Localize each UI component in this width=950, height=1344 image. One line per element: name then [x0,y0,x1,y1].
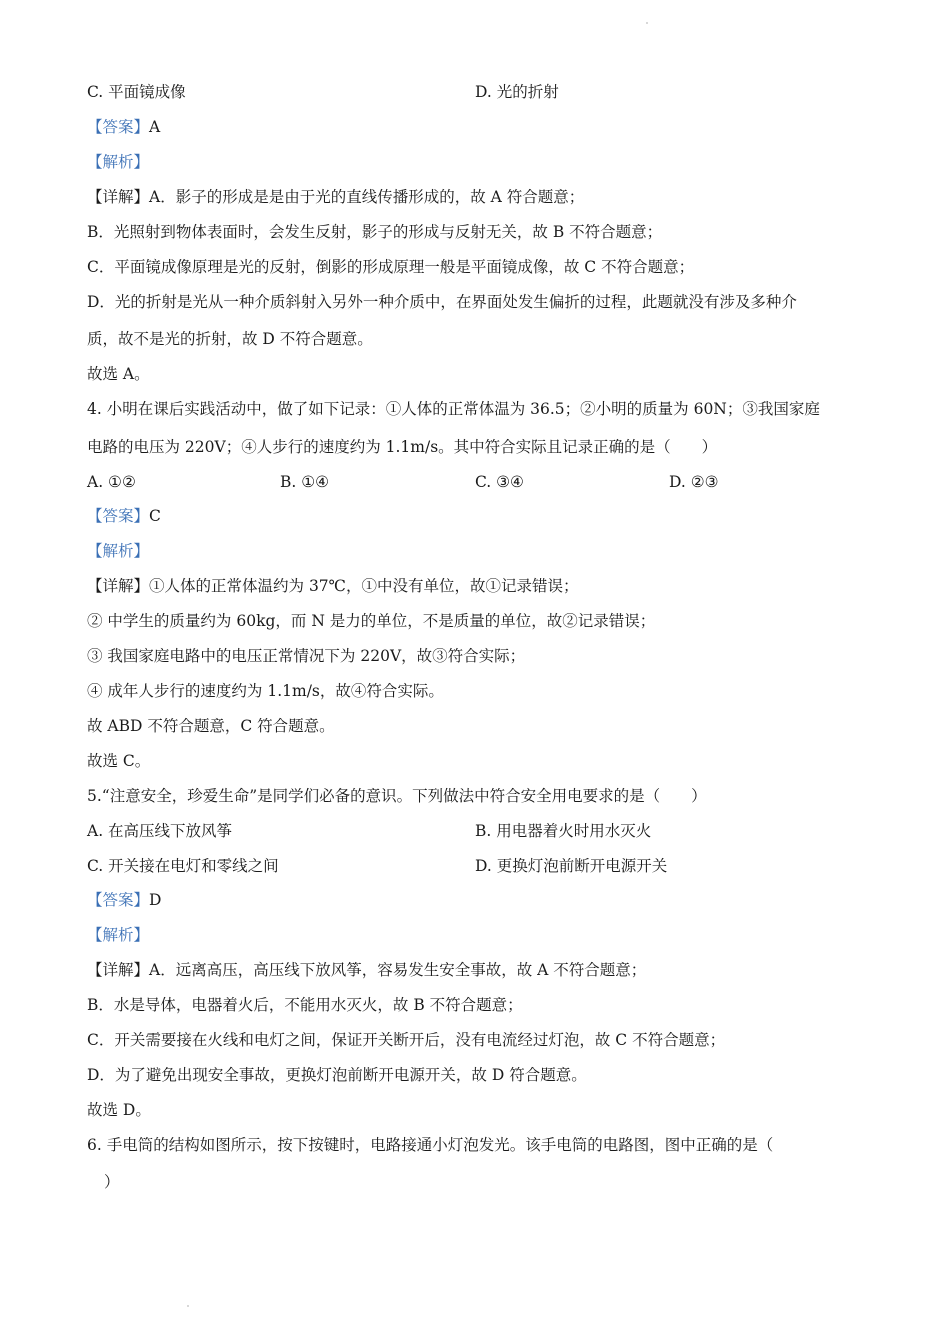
q6-stem: 6. 手电筒的结构如图所示，按下按键时，电路接通小灯泡发光。该手电筒的电路图，图中正确的是（ [87,1136,774,1154]
q3-analysis-tag: 【解析】 [87,153,150,171]
q4-option-b: B. ①④ [280,473,330,491]
detail-text: A．影子的形成是是由于光的直线传播形成的，故 A 符合题意； [149,188,585,206]
q4-stem: 4. 小明在课后实践活动中，做了如下记录：①人体的正常体温为 36.5；②小明的质量为 60N；③我国家庭 [87,400,820,418]
q5-option-c: C. 开关接在电灯和零线之间 [87,857,279,875]
answer-value: C [149,507,161,525]
q5-analysis-tag: 【解析】 [87,926,150,944]
q4-option-d: D. ②③ [669,473,719,491]
q4-stem: 电路的电压为 220V；④人步行的速度约为 1.1m/s。其中符合实际且记录正确的是（ ） [87,438,718,456]
q4-detail-line: ② 中学生的质量约为 60kg，而 N 是力的单位，不是质量的单位，故②记录错误； [87,612,656,630]
q5-detail-line: B．水是导体，电器着火后，不能用水灭火，故 B 不符合题意； [87,996,523,1014]
detail-tag: 【详解】 [87,577,150,595]
q5-conclusion: 故选 D。 [87,1101,151,1119]
q3-detail-line: 质，故不是光的折射，故 D 不符合题意。 [87,330,373,348]
answer-tag: 【答案】 [87,891,150,909]
q4-option-c: C. ③④ [475,473,524,491]
q3-detail-line: D．光的折射是光从一种介质斜射入另外一种介质中，在界面处发生偏折的过程，此题就没有涉及多种介 [87,293,797,311]
detail-tag: 【详解】 [87,961,150,979]
q5-answer [87,890,870,910]
detail-text: A．远离高压，高压线下放风筝，容易发生安全事故，故 A 不符合题意； [149,961,647,979]
answer-value: D [149,891,162,909]
detail-tag: 【详解】 [87,188,150,206]
answer-tag: 【答案】 [87,507,150,525]
q5-option-d: D. 更换灯泡前断开电源开关 [475,857,668,875]
q3-detail-line: B．光照射到物体表面时，会发生反射，影子的形成与反射无关，故 B 不符合题意； [87,223,663,241]
q5-detail-line: C．开关需要接在火线和电灯之间，保证开关断开后，没有电流经过灯泡，故 C 不符合题意； [87,1031,726,1049]
q3-option-d: D. 光的折射 [475,83,559,101]
q5-stem: 5.“注意安全，珍爱生命”是同学们必备的意识。下列做法中符合安全用电要求的是（ ） [87,787,707,805]
q4-conclusion: 故选 C。 [87,752,151,770]
q3-detail-line [87,187,870,207]
q6-stem: ） [104,1173,120,1191]
q3-conclusion: 故选 A。 [87,365,150,383]
q5-option-a: A. 在高压线下放风筝 [87,822,233,840]
q4-analysis-tag: 【解析】 [87,542,150,560]
q5-detail-line: D．为了避免出现安全事故，更换灯泡前断开电源开关，故 D 符合题意。 [87,1066,587,1084]
answer-value: A [149,118,161,136]
q4-detail-line: 故 ABD 不符合题意，C 符合题意。 [87,717,335,735]
scan-speck [646,22,648,24]
q4-detail-line [87,576,870,596]
scan-speck [187,1305,189,1307]
answer-tag: 【答案】 [87,118,150,136]
q5-detail-line [87,960,870,980]
q3-detail-line: C．平面镜成像原理是光的反射，倒影的形成原理一般是平面镜成像，故 C 不符合题意； [87,258,695,276]
q4-option-a: A. ①② [87,473,136,491]
q4-answer [87,506,870,526]
q4-detail-line: ③ 我国家庭电路中的电压正常情况下为 220V，故③符合实际； [87,647,526,665]
q4-detail-line: ④ 成年人步行的速度约为 1.1m/s，故④符合实际。 [87,682,444,700]
q5-option-b: B. 用电器着火时用水灭火 [475,822,652,840]
q3-answer [87,117,870,137]
q3-option-c: C. 平面镜成像 [87,83,186,101]
detail-text: ①人体的正常体温约为 37℃，①中没有单位，故①记录错误； [149,577,579,595]
